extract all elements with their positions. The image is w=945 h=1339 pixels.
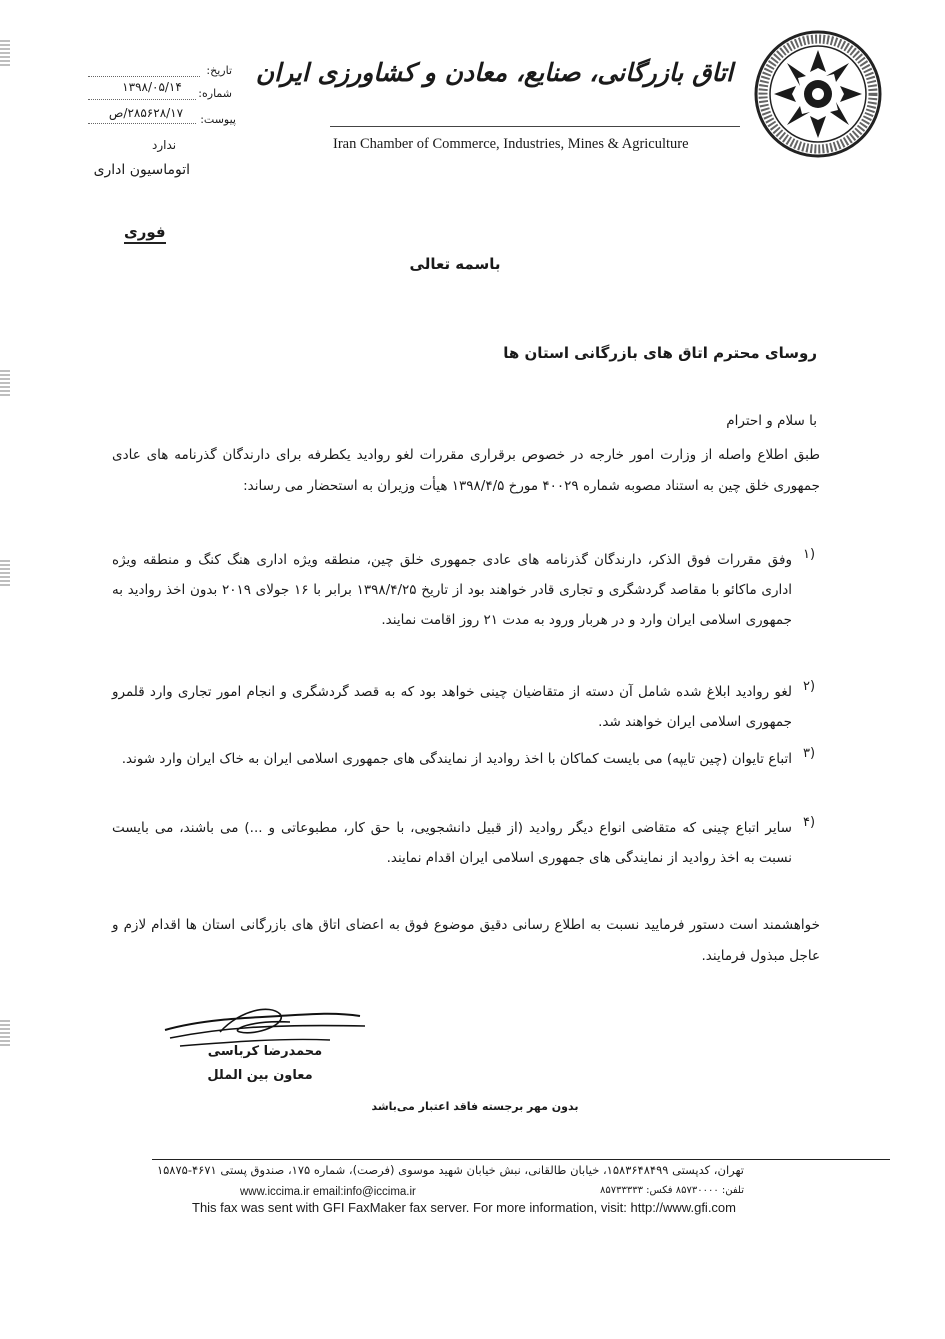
scan-edge-mark xyxy=(0,560,10,588)
signatory-title: معاون بین الملل xyxy=(207,1068,313,1083)
org-name-fa: اتاق بازرگانی، صنایع، معادن و کشاورزی ایران xyxy=(255,58,733,87)
date-value: ۱۳۹۸/۰۵/۱۴ xyxy=(122,80,182,94)
header-rule xyxy=(330,126,740,127)
date-line xyxy=(88,76,200,77)
office-automation-note: اتوماسیون اداری xyxy=(93,162,190,178)
footer-web-email: www.iccima.ir email:info@iccima.ir xyxy=(240,1186,416,1198)
attachment-value: ندارد xyxy=(152,138,177,152)
fax-banner: This fax was sent with GFI FaxMaker fax server. For more information, visit: http://www.gfi.com xyxy=(192,1200,736,1215)
list-item: اتباع تایوان (چین تایپه) می بایست کماکان با اخذ روادید از نمایندگی های جمهوری اسلامی ایران به خاک ایران وارد شوند. xyxy=(121,751,792,767)
org-name-en: Iran Chamber of Commerce, Industries, Mines & Agriculture xyxy=(333,136,689,152)
attachment-label: پیوست: xyxy=(200,113,236,126)
scan-edge-mark xyxy=(0,1020,10,1048)
list-item: وفق مقررات فوق الذکر، دارندگان گذرنامه های عادی جمهوری خلق چین، منطقه ویژه اداری هنگ کنگ و منطقه ویژه اداری ماکائو با مقاصد گردشگری و تجاری قادر خواهند بود از تاریخ ۱۳۹۸/۴/۲۵ برابر با ۱۶ جولای ۲۰۱۹ بدون اخذ روادید به جمهوری اسلامی ایران وارد و در هربار ورود به مدت ۲۱ روز اقامت نمایند. xyxy=(112,552,793,628)
scan-edge-mark xyxy=(0,40,10,68)
intro-paragraph: طبق اطلاع واصله از وزارت امور خارجه در خصوص برقراری مقررات لغو روادید یکطرفه برای دارندگان گذرنامه های عادی جمهوری خلق چین به استناد مصوبه شماره ۴۰۰۲۹ مورخ ۱۳۹۸/۴/۵ هیأت وزیران به استحضار می رساند: xyxy=(112,447,820,494)
date-label: تاریخ: xyxy=(206,64,232,77)
urgency-label: فوری xyxy=(124,223,166,244)
chamber-seal-icon xyxy=(752,28,884,160)
scan-edge-mark xyxy=(0,370,10,398)
closing-paragraph: خواهشمند است دستور فرمایید نسبت به اطلاع رسانی دقیق موضوع فوق به اعضای اتاق های بازرگانی استان ها اقدام لازم و عاجل مبذول فرمایند. xyxy=(112,917,820,964)
greeting: با سلام و احترام xyxy=(726,413,817,429)
recipient-line: روسای محترم اتاق های بازرگانی استان ها xyxy=(503,344,817,362)
item-number: ۲) xyxy=(802,679,816,694)
number-value: ۲۸۵۶۲۸/۱۷/ص xyxy=(108,106,184,120)
stamp-validity-note: بدون مهر برجسته فاقد اعتبار می‌باشد xyxy=(371,1100,579,1113)
signatory-name: محمدرضا کرباسی xyxy=(207,1044,323,1059)
attachment-line xyxy=(88,123,196,124)
footer-rule xyxy=(152,1159,890,1160)
list-item: لغو روادید ابلاغ شده شامل آن دسته از متقاضیان چینی خواهد بود که به قصد گردشگری و انجام امور تجاری وارد قلمرو جمهوری اسلامی ایران خواهند شد. xyxy=(112,684,792,730)
list-item: سایر اتباع چینی که متقاضی انواع دیگر روادید (از قبیل دانشجویی، با حق کار، مطبوعاتی و ...) می باشند، می بایست نسبت به اخذ روادید از نمایندگی های جمهوری اسلامی ایران اقدام نمایند. xyxy=(112,820,792,866)
item-number: ۳) xyxy=(802,746,816,761)
footer-phones: تلفن: ۸۵۷۳۰۰۰۰ فکس: ۸۵۷۳۳۳۳۳ xyxy=(599,1185,744,1196)
number-label: شماره: xyxy=(198,87,232,100)
item-number: ۱) xyxy=(802,547,816,562)
item-number: ۴) xyxy=(802,815,816,830)
bismillah-heading: باسمه تعالی xyxy=(409,255,501,273)
number-line xyxy=(88,99,196,100)
footer-address: تهران، کدپستی ۱۵۸۳۶۴۸۴۹۹، خیابان طالقانی، نبش خیابان شهید موسوی (فرصت)، شماره ۱۷۵، صندوق پستی ۴۶۷۱-۱۵۸۷۵ xyxy=(156,1163,744,1177)
